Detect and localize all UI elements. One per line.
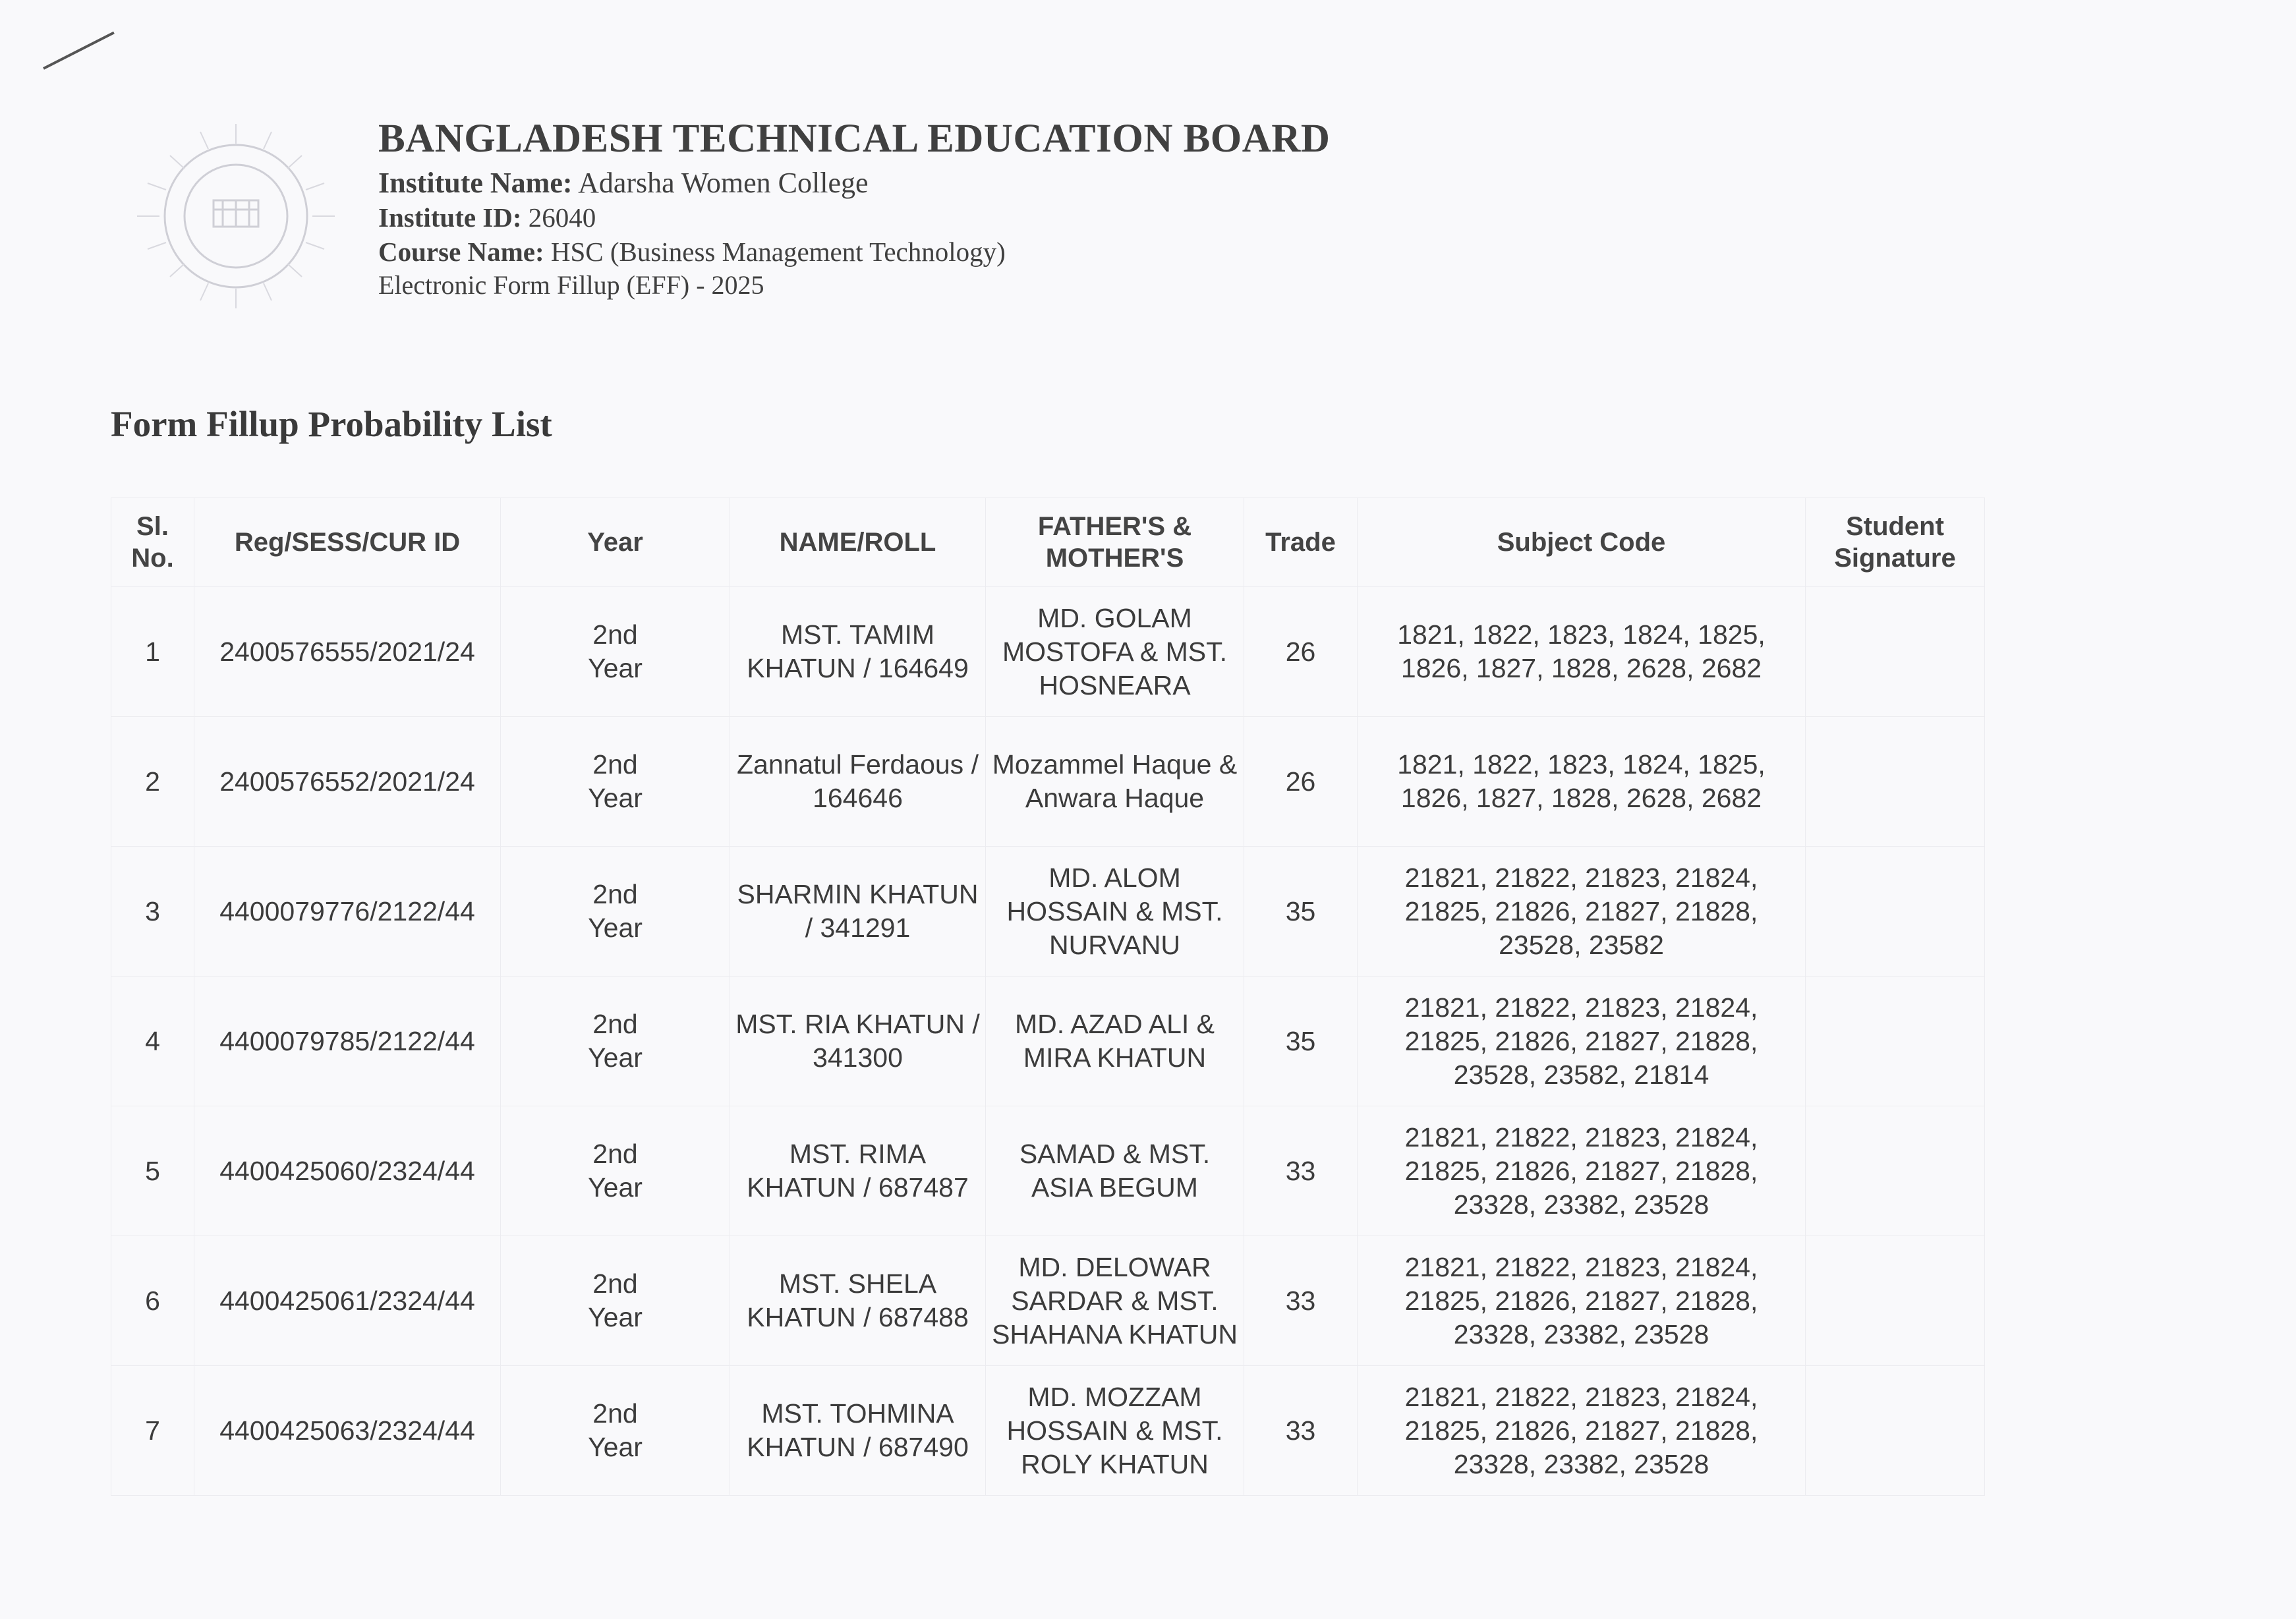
institute-id-label: Institute ID: [378, 202, 522, 233]
table-row [111, 1366, 1985, 1496]
table-row [111, 587, 1985, 717]
cell-year: 2nd Year [501, 587, 730, 717]
cell-name-roll: MST. TOHMINA KHATUN / 687490 [730, 1366, 986, 1496]
seal-emblem-icon [117, 117, 355, 315]
institute-id-line [378, 200, 1330, 235]
cell-signature [1806, 1366, 1985, 1496]
cell-reg: 2400576555/2021/24 [194, 587, 501, 717]
cell-year: 2nd Year [501, 1366, 730, 1496]
cell-reg: 4400425061/2324/44 [194, 1236, 501, 1366]
col-header-trade: Trade [1244, 498, 1358, 587]
cell-reg: 4400425060/2324/44 [194, 1106, 501, 1236]
cell-reg: 4400425063/2324/44 [194, 1366, 501, 1496]
cell-subjects: 21821, 21822, 21823, 21824, 21825, 21826, 21827, 21828, 23328, 23382, 23528 [1358, 1366, 1806, 1496]
cell-parents: SAMAD & MST. ASIA BEGUM [986, 1106, 1244, 1236]
table-header-row [111, 498, 1985, 587]
table-row [111, 1106, 1985, 1236]
cell-parents: Mozammel Haque & Anwara Haque [986, 717, 1244, 847]
pen-mark [43, 32, 115, 70]
cell-trade: 33 [1244, 1366, 1358, 1496]
cell-year: 2nd Year [501, 847, 730, 977]
table-row [111, 717, 1985, 847]
cell-subjects: 21821, 21822, 21823, 21824, 21825, 21826, 21827, 21828, 23328, 23382, 23528 [1358, 1236, 1806, 1366]
cell-reg: 2400576552/2021/24 [194, 717, 501, 847]
cell-signature [1806, 717, 1985, 847]
cell-subjects: 1821, 1822, 1823, 1824, 1825, 1826, 1827, 1828, 2628, 2682 [1358, 587, 1806, 717]
cell-trade: 33 [1244, 1236, 1358, 1366]
cell-signature [1806, 587, 1985, 717]
col-header-parents: FATHER'S & MOTHER'S [986, 498, 1244, 587]
eff-line: Electronic Form Fillup (EFF) - 2025 [378, 270, 764, 300]
table-row [111, 977, 1985, 1106]
cell-sl: 5 [111, 1106, 194, 1236]
cell-subjects: 21821, 21822, 21823, 21824, 21825, 21826, 21827, 21828, 23528, 23582 [1358, 847, 1806, 977]
course-name: HSC (Business Management Technology) [550, 237, 1006, 267]
document-header [378, 116, 1330, 302]
cell-sl: 4 [111, 977, 194, 1106]
cell-signature [1806, 847, 1985, 977]
cell-parents: MD. AZAD ALI & MIRA KHATUN [986, 977, 1244, 1106]
table-body [111, 587, 1985, 1496]
cell-signature [1806, 977, 1985, 1106]
col-header-reg: Reg/SESS/CUR ID [194, 498, 501, 587]
cell-year: 2nd Year [501, 977, 730, 1106]
col-header-year: Year [501, 498, 730, 587]
cell-trade: 26 [1244, 717, 1358, 847]
cell-sl: 1 [111, 587, 194, 717]
col-header-name-roll: NAME/ROLL [730, 498, 986, 587]
board-seal-logo [117, 117, 355, 315]
cell-name-roll: MST. TAMIM KHATUN / 164649 [730, 587, 986, 717]
institute-name: Adarsha Women College [578, 167, 869, 199]
table-row [111, 847, 1985, 977]
cell-reg: 4400079776/2122/44 [194, 847, 501, 977]
institute-id: 26040 [528, 202, 596, 233]
cell-name-roll: MST. RIA KHATUN / 341300 [730, 977, 986, 1106]
cell-subjects: 21821, 21822, 21823, 21824, 21825, 21826, 21827, 21828, 23328, 23382, 23528 [1358, 1106, 1806, 1236]
cell-sl: 3 [111, 847, 194, 977]
cell-year: 2nd Year [501, 1106, 730, 1236]
cell-year: 2nd Year [501, 717, 730, 847]
cell-signature [1806, 1106, 1985, 1236]
cell-subjects: 21821, 21822, 21823, 21824, 21825, 21826, 21827, 21828, 23528, 23582, 21814 [1358, 977, 1806, 1106]
cell-year: 2nd Year [501, 1236, 730, 1366]
board-title: BANGLADESH TECHNICAL EDUCATION BOARD [378, 117, 1331, 161]
cell-sl: 6 [111, 1236, 194, 1366]
course-name-label: Course Name: [378, 237, 544, 267]
col-header-sl: Sl. No. [111, 498, 194, 587]
cell-reg: 4400079785/2122/44 [194, 977, 501, 1106]
probability-table [111, 497, 1985, 1496]
cell-trade: 35 [1244, 977, 1358, 1106]
cell-parents: MD. MOZZAM HOSSAIN & MST. ROLY KHATUN [986, 1366, 1244, 1496]
cell-parents: MD. DELOWAR SARDAR & MST. SHAHANA KHATUN [986, 1236, 1244, 1366]
cell-signature [1806, 1236, 1985, 1366]
institute-name-line [378, 166, 1330, 200]
cell-sl: 7 [111, 1366, 194, 1496]
cell-name-roll: Zannatul Ferdaous / 164646 [730, 717, 986, 847]
cell-name-roll: MST. RIMA KHATUN / 687487 [730, 1106, 986, 1236]
cell-parents: MD. ALOM HOSSAIN & MST. NURVANU [986, 847, 1244, 977]
course-name-line [378, 235, 1330, 269]
cell-subjects: 1821, 1822, 1823, 1824, 1825, 1826, 1827, 1828, 2628, 2682 [1358, 717, 1806, 847]
col-header-subject-code: Subject Code [1358, 498, 1806, 587]
cell-trade: 33 [1244, 1106, 1358, 1236]
cell-trade: 35 [1244, 847, 1358, 977]
cell-name-roll: SHARMIN KHATUN / 341291 [730, 847, 986, 977]
institute-name-label: Institute Name: [378, 167, 573, 199]
cell-sl: 2 [111, 717, 194, 847]
cell-name-roll: MST. SHELA KHATUN / 687488 [730, 1236, 986, 1366]
col-header-signature: Student Signature [1806, 498, 1985, 587]
cell-parents: MD. GOLAM MOSTOFA & MST. HOSNEARA [986, 587, 1244, 717]
table-row [111, 1236, 1985, 1366]
list-title: Form Fillup Probability List [111, 404, 552, 444]
cell-trade: 26 [1244, 587, 1358, 717]
